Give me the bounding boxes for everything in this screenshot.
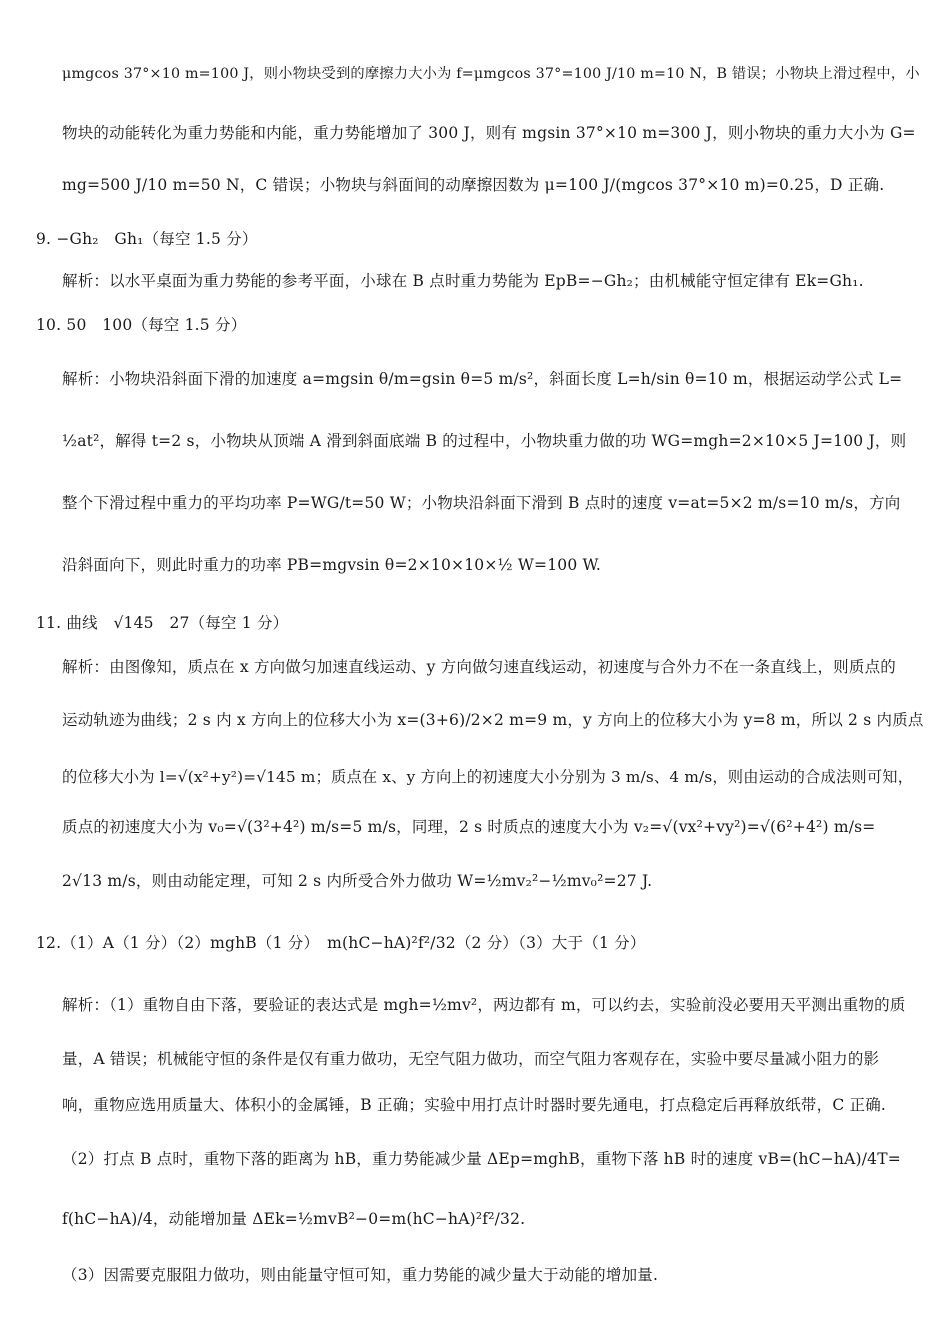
text-line: 运动轨迹为曲线；2 s 内 x 方向上的位移大小为 x=(3+6)/2×2 m=9 m，y 方向上的位移大小为 y=8 m，所以 2 s 内质点 [62,711,924,729]
answer-heading: 12.（1）A（1 分）（2）mghB（1 分） m(hC−hA)²f²/32（2 分）（3）大于（1 分） [36,934,646,952]
text-line: 解析：（1）重物自由下落，要验证的表达式是 mgh=½mv²，两边都有 m，可以约去，实验前没必要用天平测出重物的质 [62,996,906,1014]
text-line: μmgcos 37°×10 m=100 J，则小物块受到的摩擦力大小为 f=μmgcos 37°=100 J/10 m=10 N，B 错误；小物块上滑过程中，小 [62,66,920,82]
text-line: 解析：以水平桌面为重力势能的参考平面，小球在 B 点时重力势能为 EpB=−Gh₂；由机械能守恒定律有 Ek=Gh₁. [62,272,864,290]
text-line: （2）打点 B 点时，重物下落的距离为 hB，重力势能减少量 ΔEp=mghB，重物下落 hB 时的速度 vB=(hC−hA)/4T= [62,1150,901,1168]
text-line: （3）因需要克服阻力做功，则由能量守恒可知，重力势能的减少量大于动能的增加量. [62,1266,659,1284]
text-line: 2√13 m/s，则由动能定理，可知 2 s 内所受合外力做功 W=½mv₂²−½mv₀²=27 J. [62,872,653,890]
text-line: mg=500 J/10 m=50 N，C 错误；小物块与斜面间的动摩擦因数为 μ=100 J/(mgcos 37°×10 m)=0.25，D 正确. [62,176,885,194]
text-line: 沿斜面向下，则此时重力的功率 PB=mgvsin θ=2×10×10×½ W=100 W. [62,556,602,574]
text-line: 解析：由图像知，质点在 x 方向做匀加速直线运动、y 方向做匀速直线运动，初速度与合外力不在一条直线上，则质点的 [62,658,896,676]
text-line: 的位移大小为 l=√(x²+y²)=√145 m；质点在 x、y 方向上的初速度大小分别为 3 m/s、4 m/s，则由运动的合成法则可知， [62,768,914,786]
text-line: 质点的初速度大小为 v₀=√(3²+4²) m/s=5 m/s，同理，2 s 时质点的速度大小为 v₂=√(vx²+vy²)=√(6²+4²) m/s= [62,818,876,836]
answer-heading: 11. 曲线 √145 27（每空 1 分） [36,614,289,632]
text-line: 解析：小物块沿斜面下滑的加速度 a=mgsin θ/m=gsin θ=5 m/s²，斜面长度 L=h/sin θ=10 m，根据运动学公式 L= [62,370,903,388]
text-line: 整个下滑过程中重力的平均功率 P=WG/t=50 W；小物块沿斜面下滑到 B 点时的速度 v=at=5×2 m/s=10 m/s，方向 [62,494,901,512]
text-line: 量，A 错误；机械能守恒的条件是仅有重力做功，无空气阻力做功，而空气阻力客观存在，实验中要尽量减小阻力的影 [62,1050,880,1068]
text-line: f(hC−hA)/4，动能增加量 ΔEk=½mvB²−0=m(hC−hA)²f²/32. [62,1210,526,1228]
text-line: 物块的动能转化为重力势能和内能，重力势能增加了 300 J，则有 mgsin 37°×10 m=300 J，则小物块的重力大小为 G= [62,124,916,142]
text-line: 响，重物应选用质量大、体积小的金属锤，B 正确；实验中用打点计时器时要先通电，打点稳定后再释放纸带，C 正确. [62,1096,887,1114]
text-line: ½at²，解得 t=2 s，小物块从顶端 A 滑到斜面底端 B 的过程中，小物块重力做的功 WG=mgh=2×10×5 J=100 J，则 [62,432,907,450]
answer-heading: 9. −Gh₂ Gh₁（每空 1.5 分） [36,230,258,248]
answer-heading: 10. 50 100（每空 1.5 分） [36,316,247,334]
